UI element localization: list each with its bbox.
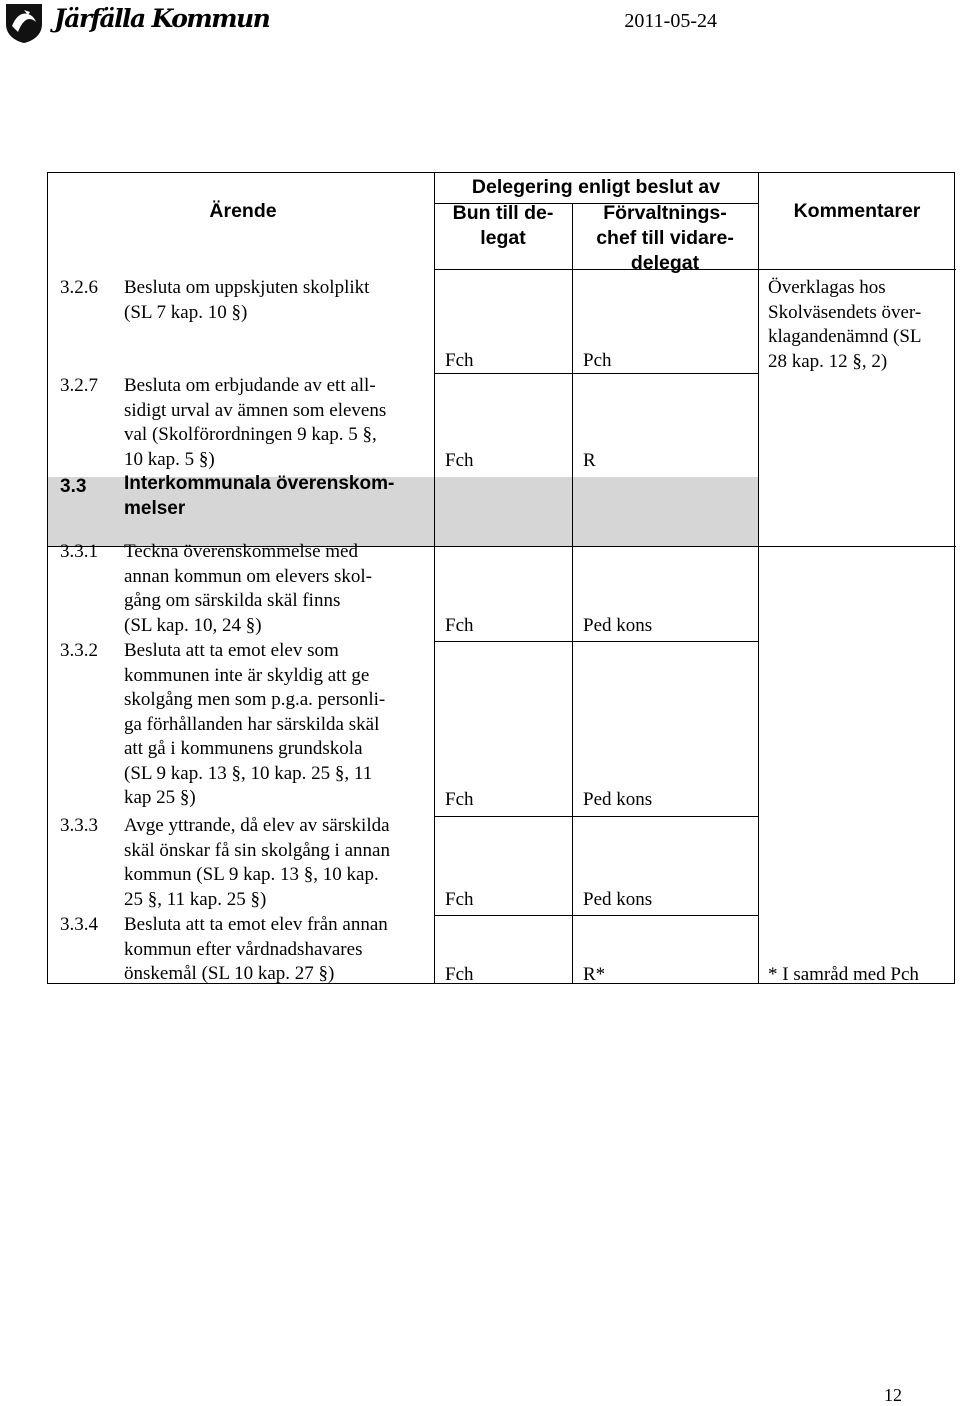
row-divider <box>434 816 758 817</box>
delegation-table <box>47 172 955 984</box>
header-kommentarer: Kommentarer <box>793 200 921 222</box>
header-bun-till-delegat: Bun till de- legat <box>452 202 554 249</box>
row-number: 3.2.7 <box>60 375 98 396</box>
forvaltning-delegate: R* <box>583 964 606 985</box>
row-description: Besluta om erbjudande av ett all- sidigt urval av ämnen som elevens val (Skolförordningen 9 kap. 5 §, 10 kap. 5 §) <box>124 375 387 470</box>
forvaltning-delegate: Ped kons <box>583 889 653 910</box>
row-description: Avge yttrande, då elev av särskilda skäl önskar få sin skolgång i annan kommun (SL 9 kap. 13 §, 10 kap. 25 §, 11 kap. 25 §) <box>124 815 390 910</box>
row-divider <box>434 641 758 642</box>
header-delegering: Delegering enligt beslut av <box>471 176 721 198</box>
document-date: 2011-05-24 <box>624 10 717 32</box>
bun-delegate: Fch <box>445 450 474 471</box>
page-number: 12 <box>884 1385 902 1405</box>
bun-delegate: Fch <box>445 615 474 636</box>
row-number: 3.3.1 <box>60 541 98 562</box>
section-number: 3.3 <box>60 476 87 497</box>
bun-delegate: Fch <box>445 350 474 371</box>
row-comment: * I samråd med Pch <box>768 964 919 985</box>
row-number: 3.3.2 <box>60 640 98 661</box>
row-description: Besluta om uppskjuten skolplikt (SL 7 kap. 10 §) <box>124 277 370 323</box>
row-number: 3.2.6 <box>60 277 98 298</box>
row-description: Besluta att ta emot elev som kommunen inte är skyldig att ge skolgång men som p.g.a. personli- ga förhållanden har särskilda skäl att gå i kommunens grundskola (SL 9 kap. 13 §, 10 kap. 25 §, 11 kap 25 §) <box>124 640 386 808</box>
row-number: 3.3.4 <box>60 914 98 935</box>
forvaltning-delegate: Pch <box>583 350 612 371</box>
header-arende: Ärende <box>209 200 277 222</box>
bun-delegate: Fch <box>445 964 474 985</box>
bun-delegate: Fch <box>445 789 474 810</box>
forvaltning-delegate: Ped kons <box>583 789 653 810</box>
column-divider <box>572 203 573 983</box>
forvaltning-delegate: R <box>583 450 596 471</box>
coat-of-arms-icon <box>4 2 44 44</box>
forvaltning-delegate: Ped kons <box>583 615 653 636</box>
header-forvaltningschef: Förvaltnings- chef till vidare- delegat <box>596 202 734 274</box>
row-description: Teckna överenskommelse med annan kommun om elevers skol- gång om särskilda skäl finns (SL kap. 10, 24 §) <box>124 541 373 636</box>
row-divider <box>434 915 758 916</box>
row-description: Besluta att ta emot elev från annan kommun efter vårdnadshavares önskemål (SL 10 kap. 27 §) <box>124 914 388 984</box>
bun-delegate: Fch <box>445 889 474 910</box>
municipality-logo-text: Järfälla Kommun <box>54 4 270 33</box>
section-title: Interkommunala överenskom- melser <box>124 473 395 519</box>
row-number: 3.3.3 <box>60 815 98 836</box>
row-comment: Överklagas hos Skolväsendets över- klagandenämnd (SL 28 kap. 12 §, 2) <box>768 277 922 372</box>
column-divider <box>758 173 759 983</box>
